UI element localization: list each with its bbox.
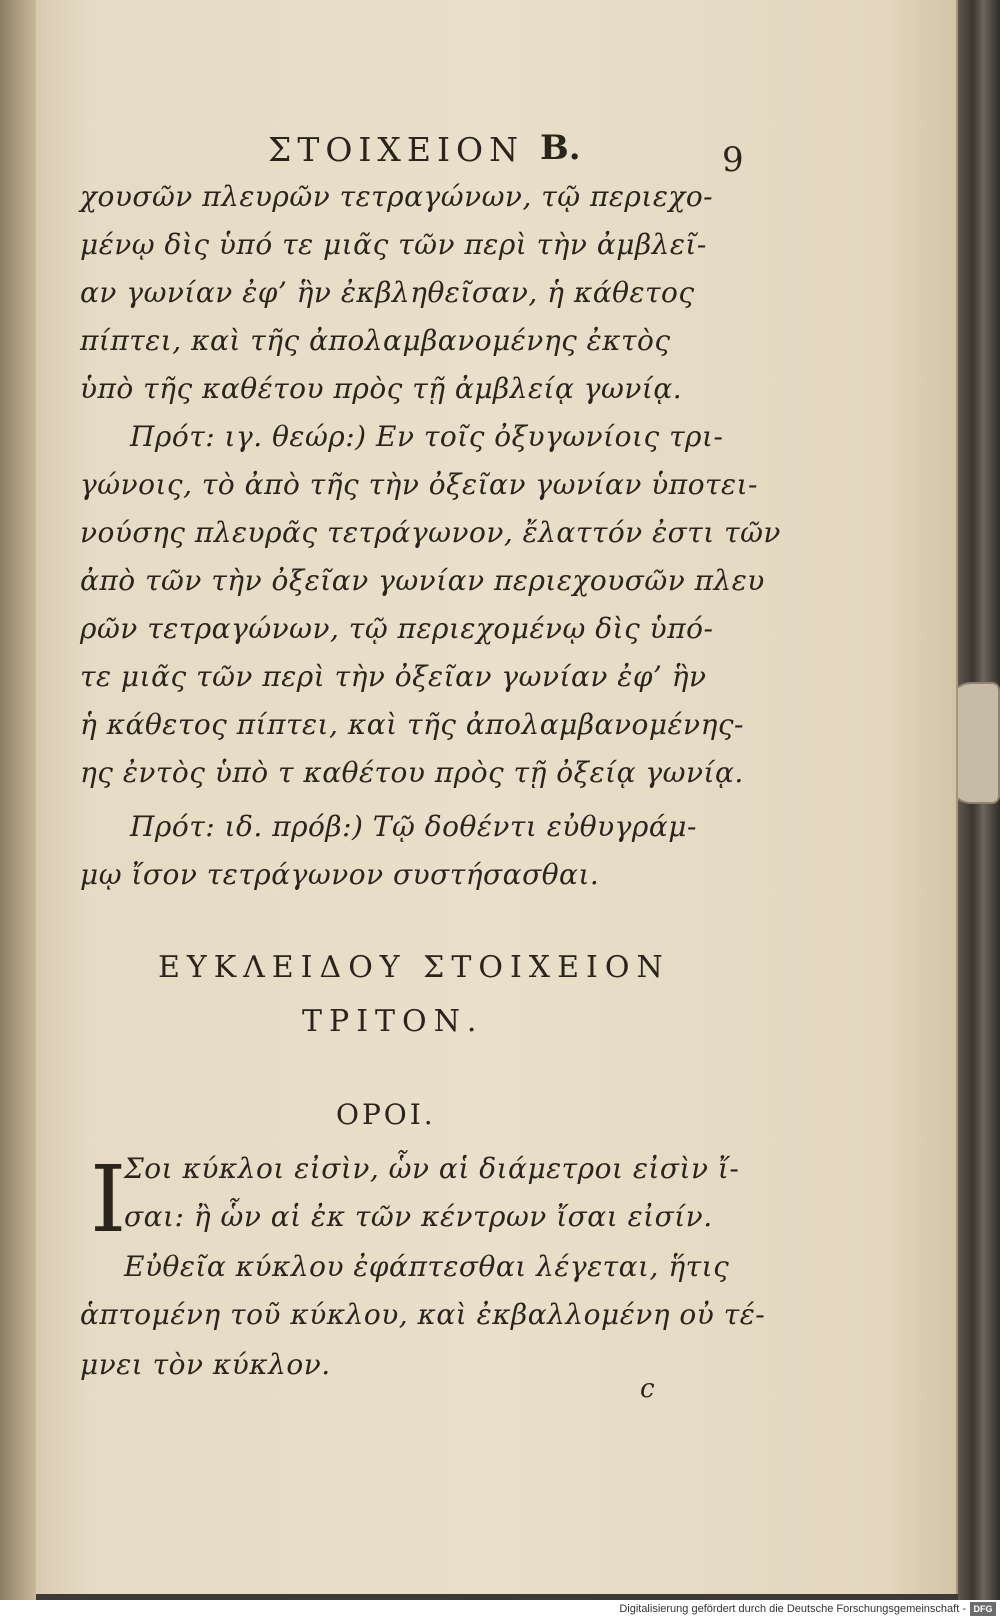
body-line: τε μιᾶς τῶν περὶ τὴν ὀξεῖαν γωνίαν ἐφ’ ἣν bbox=[80, 660, 707, 693]
definition-line: ἁπτομένη τοῦ κύκλου, καὶ ἐκβαλλομένη οὐ τέ- bbox=[80, 1298, 766, 1331]
body-line: γώνοις, τὸ ἀπὸ τῆς τὴν ὀξεῖαν γωνίαν ὑποτει- bbox=[80, 468, 759, 501]
body-line: μῳ ἴσον τετράγωνον συστήσασθαι. bbox=[80, 858, 600, 891]
definition-line: Εὐθεῖα κύκλου ἐφάπτεσθαι λέγεται, ἥτις bbox=[124, 1250, 730, 1283]
body-line: ὑπὸ τῆς καθέτου πρὸς τῇ ἀμβλείᾳ γωνίᾳ. bbox=[80, 372, 683, 405]
body-line: μένῳ δὶς ὑπό τε μιᾶς τῶν περὶ τὴν ἀμβλεῖ- bbox=[80, 228, 707, 261]
body-line: αν γωνίαν ἐφ’ ἣν ἐκβληθεῖσαν, ἡ κάθετος bbox=[80, 276, 695, 309]
dfg-logo: DFG bbox=[970, 1602, 996, 1616]
running-header-volume: Β. bbox=[540, 128, 581, 168]
body-line: ἀπὸ τῶν τὴν ὀξεῖαν γωνίαν περιεχουσῶν πλευ bbox=[80, 564, 765, 597]
book-heading-line1: ΕΥΚΛΕΙΔΟΥ ΣΤΟΙΧΕΙΟΝ bbox=[158, 950, 670, 985]
definition-line: μνει τὸν κύκλον. bbox=[80, 1348, 331, 1381]
definition-line: σαι: ἢ ὧν αἱ ἐκ τῶν κέντρων ἴσαι εἰσίν. bbox=[124, 1200, 713, 1233]
footer-credit: Digitalisierung gefördert durch die Deutsche Forschungsgemeinschaft - bbox=[619, 1603, 966, 1615]
body-line: νούσης πλευρᾶς τετράγωνον, ἔλαττόν ἐστι τῶν bbox=[80, 516, 781, 549]
proposition-13-line: Πρότ: ιγ. θεώρ:) Εν τοῖς ὀξυγωνίοις τρι- bbox=[130, 420, 724, 453]
left-page-gutter bbox=[0, 0, 36, 1600]
digitization-footer bbox=[0, 1600, 1000, 1619]
definition-line: Σοι κύκλοι εἰσὶν, ὧν αἱ διάμετροι εἰσὶν ἴ- bbox=[124, 1152, 740, 1185]
page-number: 9 bbox=[722, 140, 744, 180]
body-line: ρῶν τετραγώνων, τῷ περιεχομένῳ δὶς ὑπό- bbox=[80, 612, 714, 645]
body-line: ης ἐντὸς ὑπὸ τ καθέτου πρὸς τῇ ὀξείᾳ γωνίᾳ. bbox=[80, 756, 744, 789]
body-line: πίπτει, καὶ τῆς ἀπολαμβανομένης ἐκτὸς bbox=[80, 324, 671, 357]
drop-cap: I bbox=[90, 1146, 127, 1253]
body-line: ἡ κάθετος πίπτει, καὶ τῆς ἀπολαμβανομένης- bbox=[80, 708, 744, 741]
running-header-title: ΣΤΟΙΧΕΙΟΝ bbox=[268, 130, 524, 169]
book-heading-line2: ΤΡΙΤΟΝ. bbox=[302, 1004, 484, 1039]
catchword-signature: c bbox=[640, 1374, 655, 1404]
proposition-14-line: Πρότ: ιδ. πρόβ:) Τῷ δοθέντι εὐθυγράμ- bbox=[130, 810, 697, 843]
body-line: χουσῶν πλευρῶν τετραγώνων, τῷ περιεχο- bbox=[80, 180, 714, 213]
definitions-subheading: ΟΡΟΙ. bbox=[336, 1098, 436, 1131]
